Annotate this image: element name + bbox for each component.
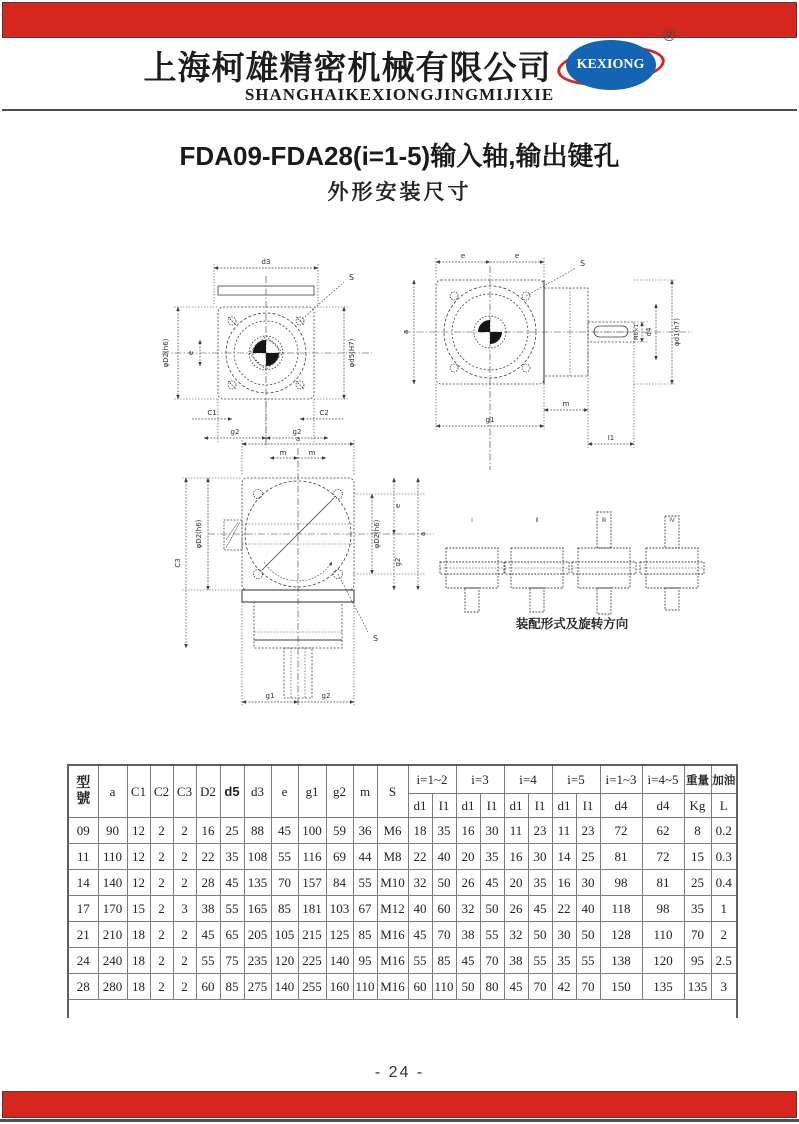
value-cell: 100 (298, 818, 326, 844)
value-cell: 116 (298, 844, 326, 870)
value-cell: 14 (552, 844, 576, 870)
dim-label-thread: M6×1 (634, 323, 640, 341)
col-group-header: 重量 (684, 765, 711, 794)
value-cell: 15 (684, 844, 711, 870)
value-cell: 55 (480, 922, 504, 948)
value-cell: 81 (642, 870, 684, 896)
value-cell: 20 (456, 844, 480, 870)
value-cell: 55 (196, 948, 220, 974)
value-cell: 18 (127, 974, 150, 1000)
value-cell: 70 (528, 974, 552, 1000)
dim-label-phi-d5: φd5(H7) (348, 338, 356, 368)
value-cell: 95 (353, 948, 377, 974)
dim-label-c1: C1 (207, 409, 217, 417)
col-header: g1 (298, 765, 326, 818)
dim-label-m: m (308, 449, 316, 457)
col-subheader: I1 (528, 794, 552, 818)
value-cell: 2 (150, 818, 173, 844)
value-cell: 28 (196, 870, 220, 896)
variant-label-4: Ⅳ (669, 517, 675, 524)
value-cell: M8 (377, 844, 408, 870)
value-cell: 35 (432, 818, 456, 844)
value-cell: 2 (173, 844, 196, 870)
value-cell: 55 (353, 870, 377, 896)
value-cell: 55 (220, 896, 244, 922)
value-cell: 2 (173, 922, 196, 948)
kexiong-logo (566, 26, 676, 90)
value-cell: 62 (642, 818, 684, 844)
value-cell: 255 (298, 974, 326, 1000)
dim-label-g2: g2 (230, 428, 240, 436)
dim-label-e: e (460, 252, 466, 260)
col-subheader: d1 (408, 794, 432, 818)
value-cell: 16 (456, 818, 480, 844)
dim-label-g1: g1 (265, 692, 275, 700)
value-cell: 110 (642, 922, 684, 948)
value-cell: 215 (298, 922, 326, 948)
table-body (68, 818, 737, 1019)
value-cell: 55 (271, 844, 298, 870)
value-cell: 45 (456, 948, 480, 974)
dim-label-m: m (279, 449, 287, 457)
col-subheader: d4 (600, 794, 642, 818)
value-cell: 135 (244, 870, 271, 896)
value-cell: 280 (98, 974, 127, 1000)
value-cell: 11 (552, 818, 576, 844)
value-cell: 98 (600, 870, 642, 896)
dim-label-s: S (349, 273, 355, 282)
value-cell: 85 (271, 896, 298, 922)
dim-label-d3: d3 (261, 258, 271, 266)
model-cell: 28 (68, 974, 98, 1000)
value-cell: 60 (196, 974, 220, 1000)
top-red-bar (2, 2, 797, 38)
value-cell: 25 (576, 844, 600, 870)
model-cell: 09 (68, 818, 98, 844)
value-cell: 25 (220, 818, 244, 844)
value-cell: 45 (220, 870, 244, 896)
value-cell: 50 (576, 922, 600, 948)
value-cell: 2 (150, 844, 173, 870)
dim-label-e: e (514, 252, 520, 260)
value-cell: 135 (684, 974, 711, 1000)
value-cell: 59 (326, 818, 353, 844)
value-cell: 1 (711, 896, 737, 922)
model-cell: 24 (68, 948, 98, 974)
value-cell: 85 (353, 922, 377, 948)
model-cell: 14 (68, 870, 98, 896)
dim-label-s: S (373, 634, 379, 643)
value-cell: 81 (600, 844, 642, 870)
value-cell: 32 (504, 922, 528, 948)
table-row (68, 948, 737, 974)
col-header: g2 (326, 765, 353, 818)
value-cell: 12 (127, 870, 150, 896)
drawing-front-view (148, 252, 418, 462)
value-cell: 135 (642, 974, 684, 1000)
dim-label-phi-d2: φD2(h6) (373, 519, 381, 549)
value-cell: 60 (432, 896, 456, 922)
dim-label-e: e (394, 503, 402, 509)
value-cell: 3 (173, 896, 196, 922)
value-cell: 110 (353, 974, 377, 1000)
value-cell: 160 (326, 974, 353, 1000)
table-row (68, 818, 737, 844)
value-cell: 108 (244, 844, 271, 870)
value-cell: 157 (298, 870, 326, 896)
header-divider (2, 109, 797, 111)
bottom-edge-line (0, 1119, 799, 1122)
value-cell: 2 (150, 896, 173, 922)
value-cell: 18 (127, 948, 150, 974)
value-cell: 72 (642, 844, 684, 870)
value-cell: 205 (244, 922, 271, 948)
value-cell: 50 (456, 974, 480, 1000)
value-cell: 85 (220, 974, 244, 1000)
page-number: - 24 - (374, 1064, 425, 1081)
dim-label-a: a (295, 436, 301, 443)
col-header: C3 (173, 765, 196, 818)
bottom-red-bar (2, 1091, 797, 1118)
dim-label-a: a (419, 531, 427, 537)
value-cell: 140 (271, 974, 298, 1000)
value-cell: 125 (326, 922, 353, 948)
value-cell: 45 (528, 896, 552, 922)
value-cell: 2 (150, 948, 173, 974)
dim-label-a: a (402, 329, 410, 335)
value-cell: 60 (408, 974, 432, 1000)
col-header: m (353, 765, 377, 818)
col-group-header: i=5 (552, 765, 600, 794)
value-cell: 2 (711, 922, 737, 948)
value-cell: 35 (552, 948, 576, 974)
value-cell: 70 (684, 922, 711, 948)
value-cell: 2.5 (711, 948, 737, 974)
value-cell: 32 (408, 870, 432, 896)
dim-label-s: S (580, 259, 586, 268)
value-cell: 11 (504, 818, 528, 844)
brand-row (0, 26, 799, 90)
value-cell: 70 (576, 974, 600, 1000)
value-cell: 2 (173, 818, 196, 844)
col-subheader: d1 (456, 794, 480, 818)
col-group-header: i=4~5 (642, 765, 684, 794)
logo-ellipse (566, 40, 656, 90)
value-cell: 70 (432, 922, 456, 948)
value-cell: M12 (377, 896, 408, 922)
drawing-assembly-variants (432, 498, 712, 633)
col-group-header: i=3 (456, 765, 504, 794)
table-row (68, 974, 737, 1000)
value-cell: 18 (408, 818, 432, 844)
value-cell: 240 (98, 948, 127, 974)
value-cell: 80 (480, 974, 504, 1000)
value-cell: 38 (456, 922, 480, 948)
col-header: d5 (220, 765, 244, 818)
value-cell: 15 (127, 896, 150, 922)
value-cell: 50 (432, 870, 456, 896)
variant-label-1: Ⅰ (471, 517, 473, 524)
value-cell: 98 (642, 896, 684, 922)
value-cell: 26 (504, 896, 528, 922)
dim-label-phi-d2: φD2(h6) (195, 519, 203, 549)
col-header: C2 (150, 765, 173, 818)
table-row (68, 896, 737, 922)
col-subheader: d4 (642, 794, 684, 818)
dim-label-g2: g2 (292, 428, 302, 436)
value-cell: 120 (271, 948, 298, 974)
value-cell: 12 (127, 818, 150, 844)
value-cell: 20 (504, 870, 528, 896)
col-subheader: d1 (504, 794, 528, 818)
company-name-cn: 上海柯雄精密机械有限公司 (143, 50, 552, 87)
value-cell: 110 (98, 844, 127, 870)
dim-label-m: m (562, 400, 570, 408)
value-cell: 35 (220, 844, 244, 870)
value-cell: 103 (326, 896, 353, 922)
value-cell: 2 (150, 870, 173, 896)
logo-text: KEXIONG (576, 57, 645, 72)
dim-label-g2: g2 (394, 557, 402, 567)
col-subheader: I1 (576, 794, 600, 818)
value-cell: 36 (353, 818, 377, 844)
value-cell: 170 (98, 896, 127, 922)
value-cell: M6 (377, 818, 408, 844)
page-title: FDA09-FDA28(i=1-5)输入轴,输出键孔 (179, 141, 620, 171)
value-cell: 95 (684, 948, 711, 974)
value-cell: 84 (326, 870, 353, 896)
model-cell: 21 (68, 922, 98, 948)
value-cell: 2 (150, 922, 173, 948)
col-header: e (271, 765, 298, 818)
value-cell: 23 (528, 818, 552, 844)
col-header: a (98, 765, 127, 818)
value-cell: M16 (377, 948, 408, 974)
value-cell: 72 (600, 818, 642, 844)
value-cell: 2 (173, 870, 196, 896)
col-header: d3 (244, 765, 271, 818)
dim-label-d4: d4 (645, 327, 653, 337)
value-cell: 40 (408, 896, 432, 922)
dim-label-e: e (187, 350, 195, 356)
value-cell: 12 (127, 844, 150, 870)
value-cell: 90 (98, 818, 127, 844)
value-cell: 16 (552, 870, 576, 896)
value-cell: 30 (528, 844, 552, 870)
registered-trademark-icon: ® (662, 26, 676, 45)
value-cell: 22 (408, 844, 432, 870)
col-header: C1 (127, 765, 150, 818)
value-cell: 105 (271, 922, 298, 948)
value-cell: 22 (196, 844, 220, 870)
value-cell: 35 (684, 896, 711, 922)
value-cell: 30 (552, 922, 576, 948)
col-subheader: I1 (480, 794, 504, 818)
value-cell: 38 (504, 948, 528, 974)
value-cell: 235 (244, 948, 271, 974)
value-cell: 45 (196, 922, 220, 948)
value-cell: 2 (150, 974, 173, 1000)
variant-label-3: Ⅲ (601, 517, 607, 524)
value-cell: 118 (600, 896, 642, 922)
value-cell: 45 (480, 870, 504, 896)
value-cell: 210 (98, 922, 127, 948)
value-cell: 165 (244, 896, 271, 922)
value-cell: 18 (127, 922, 150, 948)
value-cell: 150 (600, 974, 642, 1000)
value-cell: 110 (432, 974, 456, 1000)
value-cell: M10 (377, 870, 408, 896)
col-header: D2 (196, 765, 220, 818)
dim-label-g2: g2 (321, 692, 331, 700)
value-cell: 16 (196, 818, 220, 844)
value-cell: 2 (173, 974, 196, 1000)
value-cell: 85 (432, 948, 456, 974)
value-cell: 55 (576, 948, 600, 974)
assembly-caption: 装配形式及旋转方向 (515, 616, 629, 631)
variant-label-2: Ⅱ (535, 517, 539, 524)
value-cell: 69 (326, 844, 353, 870)
value-cell: 70 (480, 948, 504, 974)
value-cell: 181 (298, 896, 326, 922)
value-cell: 140 (98, 870, 127, 896)
value-cell: 55 (528, 948, 552, 974)
value-cell: 3 (711, 974, 737, 1000)
col-group-header: i=1~2 (408, 765, 456, 794)
dim-label-l1: I1 (607, 434, 615, 442)
col-header: S (377, 765, 408, 818)
table-row (68, 870, 737, 896)
model-cell: 17 (68, 896, 98, 922)
col-header-model: 型 號 (68, 765, 98, 818)
value-cell: 55 (408, 948, 432, 974)
value-cell: 0.3 (711, 844, 737, 870)
dim-label-c3: C3 (174, 558, 182, 568)
value-cell: 138 (600, 948, 642, 974)
drawing-side-view (398, 248, 698, 478)
col-group-header: i=1~3 (600, 765, 642, 794)
value-cell: 30 (480, 818, 504, 844)
value-cell: 35 (528, 870, 552, 896)
value-cell: 23 (576, 818, 600, 844)
value-cell: 8 (684, 818, 711, 844)
col-subheader: d1 (552, 794, 576, 818)
col-subheader: L (711, 794, 737, 818)
dim-table (67, 764, 738, 1018)
value-cell: 70 (271, 870, 298, 896)
col-group-header: 加油 (711, 765, 737, 794)
value-cell: 0.2 (711, 818, 737, 844)
value-cell: 225 (298, 948, 326, 974)
value-cell: 88 (244, 818, 271, 844)
value-cell: 44 (353, 844, 377, 870)
value-cell: 45 (408, 922, 432, 948)
value-cell: M16 (377, 922, 408, 948)
dim-label-g1: g1 (485, 416, 495, 424)
company-name-en: SHANGHAIKEXIONGJINGMIJIXIE (244, 85, 555, 104)
col-group-header: i=4 (504, 765, 552, 794)
table-row (68, 922, 737, 948)
value-cell: 40 (576, 896, 600, 922)
dim-label-c2: C2 (319, 409, 329, 417)
col-subheader: I1 (432, 794, 456, 818)
value-cell: 128 (600, 922, 642, 948)
value-cell: 65 (220, 922, 244, 948)
value-cell: 25 (684, 870, 711, 896)
empty-cell (68, 1000, 737, 1019)
value-cell: 26 (456, 870, 480, 896)
value-cell: 45 (271, 818, 298, 844)
table-row (68, 844, 737, 870)
value-cell: 30 (576, 870, 600, 896)
value-cell: 45 (504, 974, 528, 1000)
value-cell: 75 (220, 948, 244, 974)
col-subheader: Kg (684, 794, 711, 818)
value-cell: M16 (377, 974, 408, 1000)
value-cell: 42 (552, 974, 576, 1000)
dim-label-phi-d2: φD2(h6) (162, 338, 170, 368)
value-cell: 50 (480, 896, 504, 922)
value-cell: 40 (432, 844, 456, 870)
value-cell: 140 (326, 948, 353, 974)
value-cell: 67 (353, 896, 377, 922)
model-cell: 11 (68, 844, 98, 870)
dim-label-phi-d1: φd1(h7) (673, 318, 681, 346)
value-cell: 22 (552, 896, 576, 922)
value-cell: 35 (480, 844, 504, 870)
value-cell: 32 (456, 896, 480, 922)
value-cell: 16 (504, 844, 528, 870)
value-cell: 120 (642, 948, 684, 974)
table-header (68, 765, 737, 818)
value-cell: 2 (173, 948, 196, 974)
value-cell: 0.4 (711, 870, 737, 896)
value-cell: 38 (196, 896, 220, 922)
empty-row (68, 1000, 737, 1019)
value-cell: 275 (244, 974, 271, 1000)
drawing-top-view (142, 436, 442, 711)
value-cell: 50 (528, 922, 552, 948)
page-subtitle: 外形安装尺寸 (327, 181, 472, 204)
